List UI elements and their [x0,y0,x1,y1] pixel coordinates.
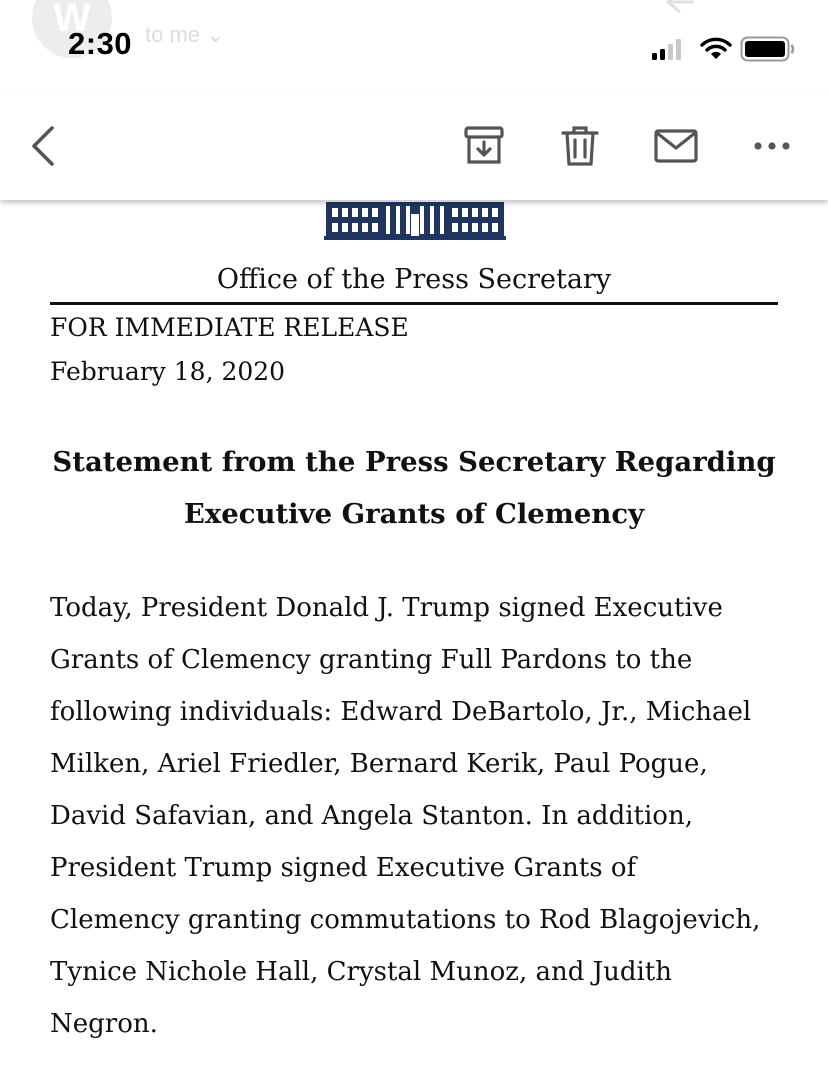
delete-button[interactable] [556,122,604,170]
back-button[interactable] [20,122,68,170]
archive-button[interactable] [460,122,508,170]
body-line: President Trump signed Executive Grants of [50,853,637,883]
body-line: following individuals: Edward DeBartolo, Jr., Michael [50,697,752,727]
headline-line: Executive Grants of Clemency [183,498,645,530]
headline-line: Statement from the Press Secretary Regarding [52,446,776,478]
statement-body [50,582,790,1050]
battery-icon [740,36,796,66]
body-line: Grants of Clemency granting Full Pardons to the [50,645,693,675]
office-title: Office of the Press Secretary [216,264,612,295]
recipient-label: to me ⌄ [145,22,225,47]
release-date: February 18, 2020 [50,357,286,386]
body-line: Tynice Nichole Hall, Crystal Munoz, and Judith [50,957,672,987]
more-icon [752,140,792,152]
status-bar [0,0,828,96]
cellular-signal-icon [652,38,681,60]
wifi-icon [700,37,732,65]
body-line: David Safavian, and Angela Stanton. In addition, [50,801,693,831]
body-line: Today, President Donald J. Trump signed Executive [50,593,723,623]
message-body [0,200,828,1066]
sender-avatar: W [32,0,112,58]
body-line: Negron. [50,1009,158,1039]
reply-icon [664,0,704,18]
trash-icon [561,125,599,167]
back-icon [28,124,60,168]
message-toolbar [0,96,828,200]
body-line: Milken, Ariel Friedler, Bernard Kerik, Paul Pogue, [50,749,708,779]
release-label: FOR IMMEDIATE RELEASE [50,313,409,342]
mail-icon [654,129,698,163]
archive-icon [463,125,505,167]
statement-headline [44,436,784,540]
mark-unread-button[interactable] [652,122,700,170]
status-time: 2:30 [68,26,133,61]
body-line: Clemency granting commutations to Rod Blagojevich, [50,905,761,935]
header-divider [50,302,778,305]
more-options-button[interactable] [748,122,796,170]
